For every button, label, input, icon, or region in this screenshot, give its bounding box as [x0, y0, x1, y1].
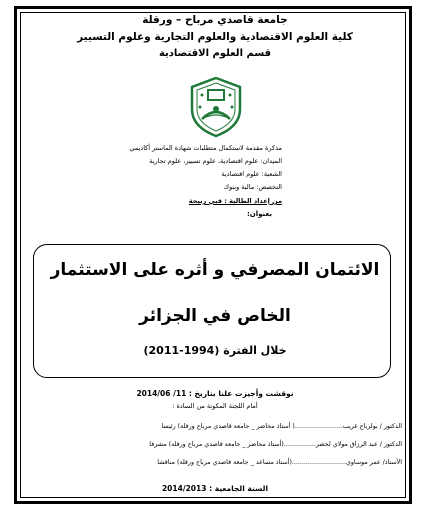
- memo-specialty: التخصص: مالية وبنوك: [223, 183, 282, 191]
- department-name: قسم العلوم الاقتصادية: [158, 48, 272, 59]
- thesis-title-line1: الائتمان المصرفي و أثره على الاستثمار: [50, 260, 380, 280]
- faculty-name: كلية العلوم الاقتصادية والعلوم التجارية وعلوم التسيير: [77, 31, 353, 43]
- thesis-period: خلال الفترة (1994-2011): [143, 344, 287, 357]
- defense-date: نوقشت وأجيزت علنا بتاريخ : 11/ 2014/06: [136, 389, 294, 398]
- thesis-title-line2: الخاص في الجزائر: [139, 306, 291, 326]
- memo-field: الميدان: علوم اقتصادية، علوم تسيير، علوم تجارية: [149, 157, 282, 165]
- committee-member: الدكتور / عبد الرزاق مولاي لخضر................(أستاذ محاضر _ جامعة قاصدي مرباح ورقلة) مشرفا: [149, 441, 402, 448]
- committee-member: الأستاذ/ عمر موساوي...........................(أستاذ مساعد _ جامعة قاصدي مرباح ورقلة) مناقشا: [157, 459, 402, 466]
- titled-label: بعنوان:: [247, 210, 272, 218]
- committee-header: أمام اللجنة المكونة من السادة :: [172, 402, 258, 410]
- university-logo-icon: [188, 75, 244, 139]
- committee-member: الدكتور / بولرباح غريب........................( أستاذ محاضر _ جامعة قاصدي مرباح ورقلة) رئيسا: [161, 423, 402, 430]
- university-name: جامعة قاصدي مرباح – ورقلة: [142, 14, 288, 26]
- memo-purpose: مذكرة مقدمة لاستكمال متطلبات شهادة الماستر أكاديمي: [129, 144, 282, 152]
- academic-year: السنة الجامعية : 2014/2013: [161, 484, 269, 493]
- prepared-by: من إعداد الطالبة : قبي ربيحة: [188, 197, 282, 205]
- memo-branch: الشعبة: علوم اقتصادية: [221, 170, 282, 178]
